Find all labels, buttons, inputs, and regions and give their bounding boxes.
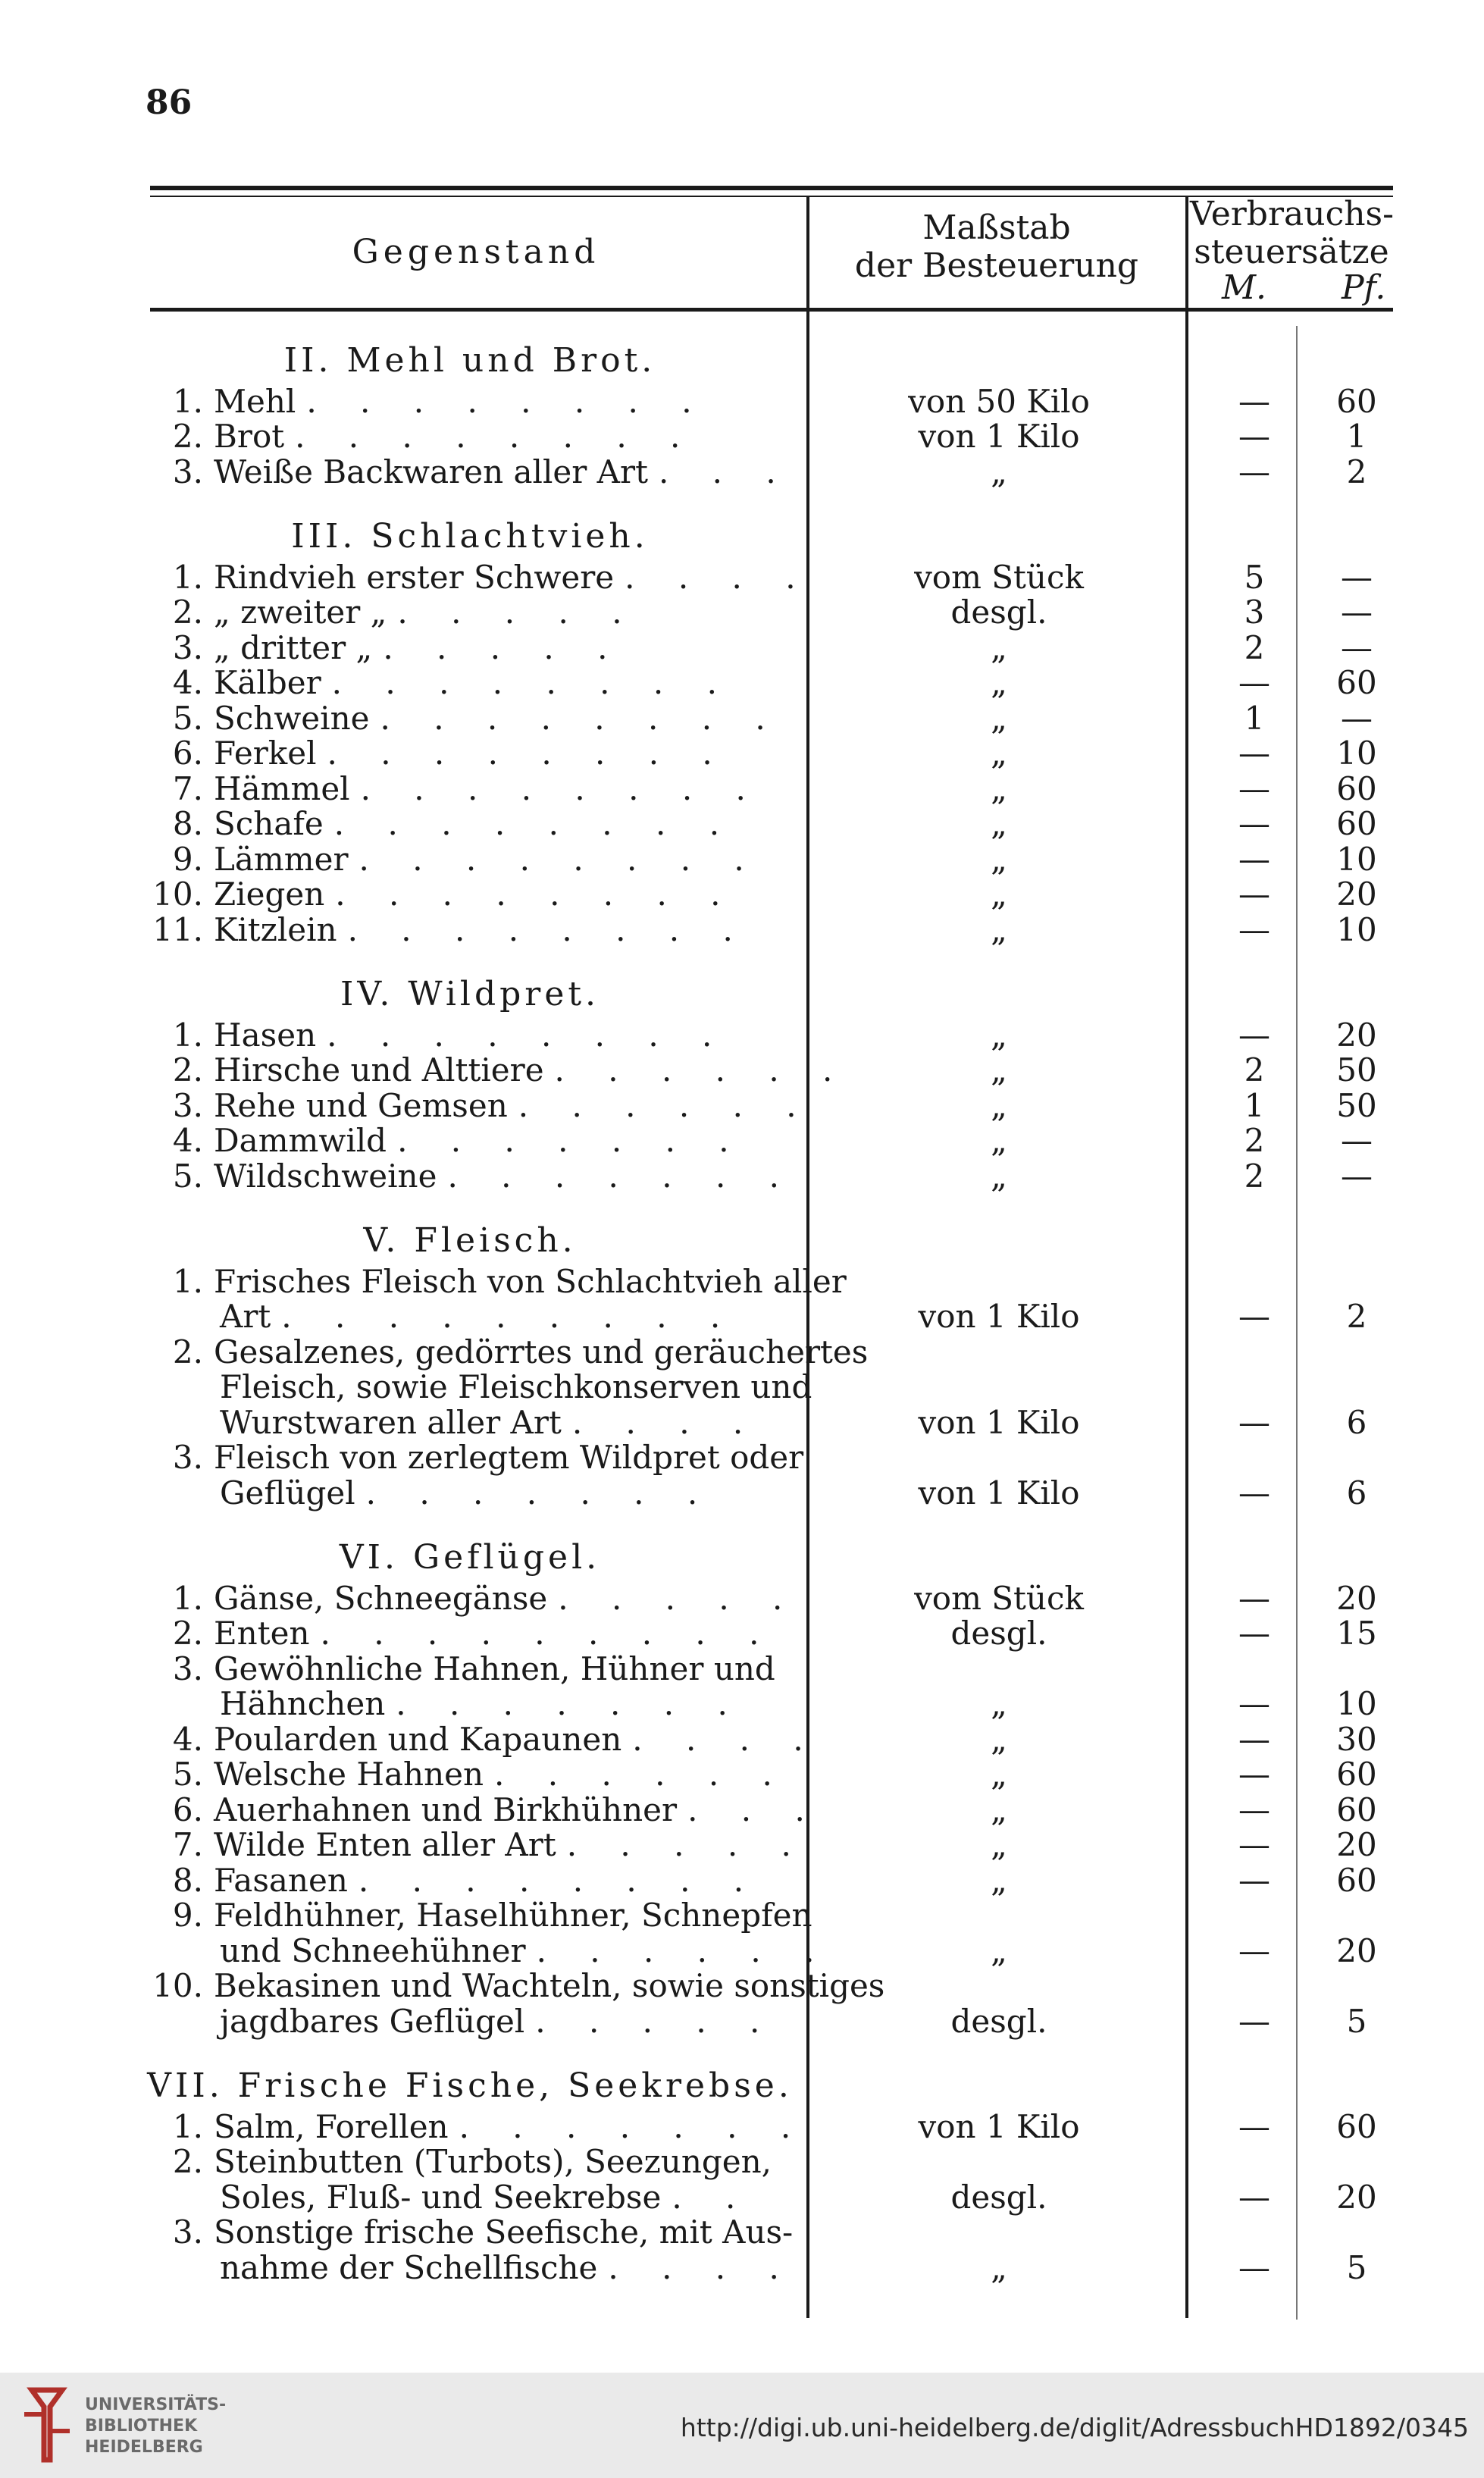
item-number: 3. <box>172 1439 203 1476</box>
item-rate-mark: — <box>1238 2107 1270 2145</box>
column-rule-2 <box>1185 196 1188 2318</box>
item-tax-basis: desgl. <box>950 1615 1047 1652</box>
table-row <box>150 629 624 666</box>
item-label: Gänse, Schneegänse <box>214 1579 548 1617</box>
item-tax-basis: „ <box>991 769 1007 807</box>
section-title: VII. Frische Fische, Seekrebse. <box>147 2066 793 2105</box>
leader-dots: . . . . . . . . <box>358 1861 761 1899</box>
item-rate-mark: — <box>1238 1474 1270 1512</box>
column-rule-3 <box>1296 326 1298 2320</box>
table-row <box>150 700 782 737</box>
item-number: 2. <box>172 418 203 455</box>
item-number: 4. <box>172 664 203 701</box>
item-tax-basis: „ <box>991 1826 1007 1863</box>
item-rate-pf: 60 <box>1336 664 1377 701</box>
item-number: 2. <box>172 594 203 631</box>
section-title: III. Schlachtvieh. <box>291 517 649 556</box>
item-tax-basis: „ <box>991 735 1007 772</box>
header-bottom-rule <box>150 308 1393 312</box>
item-rate-mark: 1 <box>1244 1086 1265 1124</box>
table-row <box>150 805 736 842</box>
item-rate-mark: — <box>1238 2178 1270 2216</box>
item-rate-pf: — <box>1341 1157 1373 1195</box>
item-rate-mark: — <box>1238 769 1270 807</box>
table-row <box>150 1826 808 1863</box>
leader-dots: . . . . <box>608 2248 796 2286</box>
item-rate-mark: — <box>1238 1403 1270 1441</box>
item-rate-mark: — <box>1238 910 1270 948</box>
item-continuation-text: Wurstwaren aller Art <box>220 1403 562 1441</box>
item-label: Dammwild <box>214 1122 387 1159</box>
item-tax-basis: desgl. <box>950 2002 1047 2040</box>
item-rate-pf: 20 <box>1336 1579 1377 1617</box>
item-rate-pf: 20 <box>1336 1931 1377 1969</box>
item-label: Bekasinen und Wachteln, sowie sonstiges <box>214 1967 885 2004</box>
item-tax-basis: „ <box>991 699 1007 737</box>
item-label: Weiße Backwaren aller Art <box>214 453 648 490</box>
item-number: 5. <box>172 1756 203 1793</box>
item-tax-basis: „ <box>991 628 1007 666</box>
item-tax-basis: vom Stück <box>914 1579 1084 1617</box>
item-rate-mark: — <box>1238 1756 1270 1793</box>
header-massstab-line2: der Besteuerung <box>854 246 1139 285</box>
leader-dots: . . . . . . . . <box>347 910 750 948</box>
item-number: 5. <box>172 1157 203 1195</box>
section-title: II. Mehl und Brot. <box>283 341 656 380</box>
item-tax-basis: von 1 Kilo <box>918 1403 1080 1441</box>
item-rate-pf: 6 <box>1346 1403 1367 1441</box>
item-rate-mark: — <box>1238 1298 1270 1335</box>
item-rate-mark: — <box>1238 1861 1270 1899</box>
leader-dots: . . . <box>687 1790 822 1828</box>
section-title: IV. Wildpret. <box>340 975 600 1013</box>
table-row <box>150 841 761 878</box>
table-row <box>150 594 639 631</box>
item-label: Salm, Forellen <box>214 2107 449 2145</box>
item-label: Ferkel <box>214 735 317 772</box>
table-row <box>150 1017 728 1054</box>
item-rate-pf: 2 <box>1346 453 1367 490</box>
item-continuation <box>220 1404 759 1441</box>
item-label: Rehe und Gemsen <box>214 1086 508 1124</box>
item-continuation-text: Hähnchen <box>220 1685 386 1722</box>
item-rate-pf: — <box>1341 594 1373 631</box>
item-continuation <box>220 1474 714 1512</box>
item-rate-pf: 10 <box>1336 1685 1377 1722</box>
item-rate-pf: 6 <box>1346 1474 1367 1512</box>
section-title: VI. Geflügel. <box>339 1538 601 1577</box>
item-label: Rindvieh erster Schwere <box>214 558 615 596</box>
item-tax-basis: „ <box>991 1157 1007 1195</box>
leader-dots: . . . . . . . . <box>327 1016 729 1054</box>
leader-dots: . . . . . . . . <box>331 664 734 701</box>
table-row <box>150 770 762 807</box>
table-row <box>150 1897 812 1934</box>
leader-dots: . . . . . . <box>494 1756 789 1793</box>
item-rate-mark: 2 <box>1244 1122 1265 1159</box>
leader-dots: . . . . . <box>397 594 639 631</box>
item-rate-pf: 30 <box>1336 1720 1377 1758</box>
item-number: 1. <box>172 1579 203 1617</box>
item-tax-basis: von 1 Kilo <box>918 1474 1080 1512</box>
item-rate-mark: — <box>1238 1615 1270 1652</box>
item-continuation-text: Fleisch, sowie Fleischkonserven und <box>220 1368 812 1405</box>
item-continuation <box>220 2003 776 2040</box>
table-row <box>150 664 734 701</box>
item-label: Mehl <box>214 382 296 420</box>
item-tax-basis: „ <box>991 1790 1007 1828</box>
item-continuation-text: Art <box>220 1298 271 1335</box>
item-tax-basis: „ <box>991 1931 1007 1969</box>
item-label: Lämmer <box>214 840 349 878</box>
item-rate-mark: — <box>1238 1826 1270 1863</box>
item-continuation-text: jagdbares Geflügel <box>220 2002 525 2040</box>
item-rate-mark: — <box>1238 1579 1270 1617</box>
item-number: 4. <box>172 1720 203 1758</box>
item-rate-pf: 50 <box>1336 1051 1377 1089</box>
item-tax-basis: „ <box>991 664 1007 701</box>
item-rate-pf: 5 <box>1346 2248 1367 2286</box>
library-logo-icon <box>17 2384 77 2466</box>
item-label: Ziegen <box>214 876 325 913</box>
item-label: Auerhahnen und Birkhühner <box>214 1790 678 1828</box>
item-rate-mark: — <box>1238 735 1270 772</box>
item-label: „ dritter „ <box>214 628 373 666</box>
item-rate-mark: — <box>1238 1016 1270 1054</box>
table-row <box>150 1158 796 1195</box>
header-massstab-line1: Maßstab <box>922 208 1071 247</box>
item-number: 1. <box>172 382 203 420</box>
item-rate-mark: — <box>1238 453 1270 490</box>
item-rate-pf: 60 <box>1336 1790 1377 1828</box>
item-label: Feldhühner, Haselhühner, Schnepfen <box>214 1897 812 1934</box>
item-number: 9. <box>172 1897 203 1934</box>
leader-dots: . . . . . . <box>554 1051 850 1089</box>
library-name-line3: HEIDELBERG <box>85 2438 203 2457</box>
item-rate-pf: 20 <box>1336 876 1377 913</box>
leader-dots: . . . . . . . <box>459 2107 808 2145</box>
item-label: Schafe <box>214 805 324 842</box>
header-unit-mark: M. <box>1222 268 1267 307</box>
item-tax-basis: von 50 Kilo <box>908 382 1090 420</box>
table-row <box>150 1051 849 1089</box>
table-row <box>150 2108 807 2145</box>
item-number: 3. <box>172 453 203 490</box>
table-row <box>150 1791 822 1828</box>
item-rate-mark: — <box>1238 840 1270 878</box>
item-continuation-text: Geflügel <box>220 1474 355 1512</box>
leader-dots: . . . . . <box>535 2002 777 2040</box>
item-tax-basis: „ <box>991 453 1007 490</box>
item-continuation <box>220 2249 796 2286</box>
item-rate-pf: 60 <box>1336 805 1377 842</box>
item-label: Schweine <box>214 699 370 737</box>
item-tax-basis: von 1 Kilo <box>918 418 1080 455</box>
item-rate-pf: 60 <box>1336 2107 1377 2145</box>
table-row <box>150 418 697 455</box>
leader-dots: . . . . . <box>558 1579 800 1617</box>
item-rate-mark: — <box>1238 1790 1270 1828</box>
item-label: Steinbutten (Turbots), Seezungen, <box>214 2143 772 2180</box>
item-tax-basis: vom Stück <box>914 558 1084 596</box>
item-rate-pf: — <box>1341 628 1373 666</box>
item-tax-basis: „ <box>991 876 1007 913</box>
leader-dots: . . . . . <box>566 1826 808 1863</box>
item-number: 9. <box>172 840 203 878</box>
leader-dots: . . . . . . . . <box>358 840 761 878</box>
item-rate-pf: — <box>1341 558 1373 596</box>
item-tax-basis: „ <box>991 1685 1007 1722</box>
item-number: 3. <box>172 1649 203 1687</box>
leader-dots: . . . . . . . <box>365 1474 715 1512</box>
item-tax-basis: von 1 Kilo <box>918 1298 1080 1335</box>
item-number: 6. <box>172 735 203 772</box>
item-number: 2. <box>172 2143 203 2180</box>
leader-dots: . . . . . . . . <box>306 382 709 420</box>
leader-dots: . . . . . . . . <box>335 876 737 913</box>
item-tax-basis: „ <box>991 805 1007 842</box>
table-row <box>150 1122 746 1159</box>
item-tax-basis: „ <box>991 2248 1007 2286</box>
leader-dots: . . . . . <box>383 628 625 666</box>
item-number: 8. <box>172 1861 203 1899</box>
item-tax-basis: von 1 Kilo <box>918 2107 1080 2145</box>
item-rate-mark: 3 <box>1244 594 1265 631</box>
table-row <box>150 453 793 490</box>
table-row <box>150 735 729 772</box>
item-number: 10. <box>152 1967 203 2004</box>
item-rate-pf: 15 <box>1336 1615 1377 1652</box>
item-number: 2. <box>172 1051 203 1089</box>
item-label: Hämmel <box>214 769 350 807</box>
item-rate-pf: 10 <box>1336 840 1377 878</box>
item-rate-pf: 60 <box>1336 1861 1377 1899</box>
item-rate-mark: — <box>1238 418 1270 455</box>
leader-dots: . . . . . . . . <box>380 699 782 737</box>
item-continuation-text: Soles, Fluß- und Seekrebse <box>220 2178 662 2216</box>
item-number: 4. <box>172 1122 203 1159</box>
item-continuation <box>220 1685 744 1722</box>
item-continuation <box>220 1368 812 1405</box>
table-row <box>150 876 737 913</box>
item-rate-pf: 2 <box>1346 1298 1367 1335</box>
item-rate-mark: — <box>1238 382 1270 420</box>
table-row <box>150 1615 775 1652</box>
table-row <box>150 1967 884 2004</box>
item-rate-pf: 20 <box>1336 2178 1377 2216</box>
table-row <box>150 911 750 948</box>
item-rate-mark: — <box>1238 1720 1270 1758</box>
item-label: Kälber <box>214 664 321 701</box>
item-rate-pf: 20 <box>1336 1016 1377 1054</box>
item-rate-mark: — <box>1238 805 1270 842</box>
leader-dots: . . . . . . . . <box>327 735 729 772</box>
header-gegenstand: Gegenstand <box>352 233 600 271</box>
table-row <box>150 1721 820 1758</box>
item-continuation-text: nahme der Schellfische <box>220 2248 598 2286</box>
item-rate-mark: — <box>1238 1685 1270 1722</box>
leader-dots: . . . . <box>571 1403 760 1441</box>
table-row <box>150 1756 789 1793</box>
item-rate-pf: 1 <box>1346 418 1367 455</box>
item-number: 3. <box>172 628 203 666</box>
item-rate-mark: 2 <box>1244 1157 1265 1195</box>
item-tax-basis: „ <box>991 1720 1007 1758</box>
item-rate-pf: 50 <box>1336 1086 1377 1124</box>
leader-dots: . . . . . . . <box>447 1157 797 1195</box>
item-label: Hirsche und Alttiere <box>214 1051 544 1089</box>
leader-dots: . . . . <box>632 1720 820 1758</box>
item-number: 1. <box>172 1016 203 1054</box>
item-tax-basis: „ <box>991 1086 1007 1124</box>
item-number: 3. <box>172 1086 203 1124</box>
item-tax-basis: „ <box>991 840 1007 878</box>
item-label: Fleisch von zerlegtem Wildpret oder <box>214 1439 804 1476</box>
item-rate-pf: 10 <box>1336 735 1377 772</box>
item-number: 7. <box>172 769 203 807</box>
leader-dots: . . . . . . <box>536 1931 831 1969</box>
item-continuation <box>220 2179 752 2216</box>
item-tax-basis: „ <box>991 1122 1007 1159</box>
item-number: 5. <box>172 699 203 737</box>
leader-dots: . . . . <box>625 558 812 596</box>
item-rate-mark: — <box>1238 664 1270 701</box>
page-number: 86 <box>146 83 193 122</box>
item-tax-basis: „ <box>991 1756 1007 1793</box>
item-label: Frisches Fleisch von Schlachtvieh aller <box>214 1262 847 1300</box>
item-label: Poularden und Kapaunen <box>214 1720 622 1758</box>
item-rate-mark: — <box>1238 1931 1270 1969</box>
leader-dots: . . . . . . . <box>397 1122 746 1159</box>
leader-dots: . . . . . . . . <box>360 769 762 807</box>
leader-dots: . . . . . . . . . <box>281 1298 737 1335</box>
leader-dots: . . . . . . . . <box>333 805 737 842</box>
item-label: Wilde Enten aller Art <box>214 1826 556 1863</box>
leader-dots: . . . . . . . <box>396 1685 744 1722</box>
item-rate-mark: — <box>1238 876 1270 913</box>
library-name-line1: UNIVERSITÄTS- <box>85 2395 227 2414</box>
item-number: 11. <box>152 910 203 948</box>
item-number: 8. <box>172 805 203 842</box>
item-number: 6. <box>172 1790 203 1828</box>
item-rate-pf: 60 <box>1336 1756 1377 1793</box>
table-row <box>150 2143 772 2180</box>
header-verbrauch-line1: Verbrauchs- <box>1190 195 1395 233</box>
item-rate-pf: 60 <box>1336 382 1377 420</box>
item-label: Kitzlein <box>214 910 337 948</box>
item-tax-basis: „ <box>991 1016 1007 1054</box>
item-label: Wildschweine <box>214 1157 437 1195</box>
item-rate-mark: 2 <box>1244 628 1265 666</box>
table-row <box>150 1439 803 1476</box>
leader-dots: . . . . . . <box>518 1086 813 1124</box>
leader-dots: . . . . . . . . <box>295 418 697 455</box>
item-tax-basis: „ <box>991 910 1007 948</box>
table-row <box>150 383 709 420</box>
table-row <box>150 1580 799 1617</box>
item-rate-pf: 10 <box>1336 910 1377 948</box>
item-number: 3. <box>172 2213 203 2251</box>
item-rate-pf: — <box>1341 699 1373 737</box>
item-label: Gesalzenes, gedörrtes und geräuchertes <box>214 1333 869 1371</box>
item-label: „ zweiter „ <box>214 594 387 631</box>
item-rate-mark: 1 <box>1244 699 1265 737</box>
item-label: Enten <box>214 1615 310 1652</box>
item-number: 7. <box>172 1826 203 1863</box>
item-number: 2. <box>172 1333 203 1371</box>
table-row <box>150 1862 760 1899</box>
leader-dots: . . . . . . . . . <box>320 1615 776 1652</box>
item-rate-mark: — <box>1238 2002 1270 2040</box>
item-label: Brot <box>214 418 285 455</box>
item-number: 1. <box>172 1262 203 1300</box>
item-number: 10. <box>152 876 203 913</box>
table-row <box>150 1333 868 1371</box>
top-rule-thick <box>150 186 1393 190</box>
item-continuation <box>220 1298 737 1335</box>
table-row <box>150 1087 813 1124</box>
source-url[interactable]: http://digi.ub.uni-heidelberg.de/diglit/AdressbuchHD1892/0345 <box>680 2413 1469 2442</box>
header-verbrauch <box>1190 196 1393 271</box>
item-label: Hasen <box>214 1016 317 1054</box>
section-title: V. Fleisch. <box>363 1221 577 1260</box>
table-row <box>150 2213 793 2251</box>
item-rate-mark: 5 <box>1244 558 1265 596</box>
item-tax-basis: desgl. <box>950 2178 1047 2216</box>
item-tax-basis: desgl. <box>950 594 1047 631</box>
library-name-line2: BIBLIOTHEK <box>85 2417 198 2436</box>
item-rate-mark: — <box>1238 2248 1270 2286</box>
table-row <box>150 1650 775 1687</box>
header-verbrauch-line2: steuersätze <box>1194 233 1389 271</box>
item-tax-basis: „ <box>991 1051 1007 1089</box>
item-rate-pf: 60 <box>1336 769 1377 807</box>
header-unit-pf: Pf. <box>1342 268 1386 307</box>
item-rate-pf: 20 <box>1336 1826 1377 1863</box>
item-continuation <box>220 1932 831 1969</box>
item-number: 1. <box>172 2107 203 2145</box>
item-continuation-text: und Schneehühner <box>220 1931 526 1969</box>
leader-dots: . . <box>672 2178 753 2216</box>
item-label: Sonstige frische Seefische, mit Aus- <box>214 2213 794 2251</box>
table-row <box>150 559 812 596</box>
item-rate-pf: — <box>1341 1122 1373 1159</box>
table-row <box>150 1263 847 1300</box>
item-tax-basis: „ <box>991 1861 1007 1899</box>
item-label: Fasanen <box>214 1861 348 1899</box>
item-rate-mark: 2 <box>1244 1051 1265 1089</box>
leader-dots: . . . <box>658 453 793 490</box>
item-number: 2. <box>172 1615 203 1652</box>
header-massstab <box>811 209 1182 285</box>
item-label: Gewöhnliche Hahnen, Hühner und <box>214 1649 775 1687</box>
item-label: Welsche Hahnen <box>214 1756 484 1793</box>
item-rate-pf: 5 <box>1346 2002 1367 2040</box>
item-number: 1. <box>172 558 203 596</box>
